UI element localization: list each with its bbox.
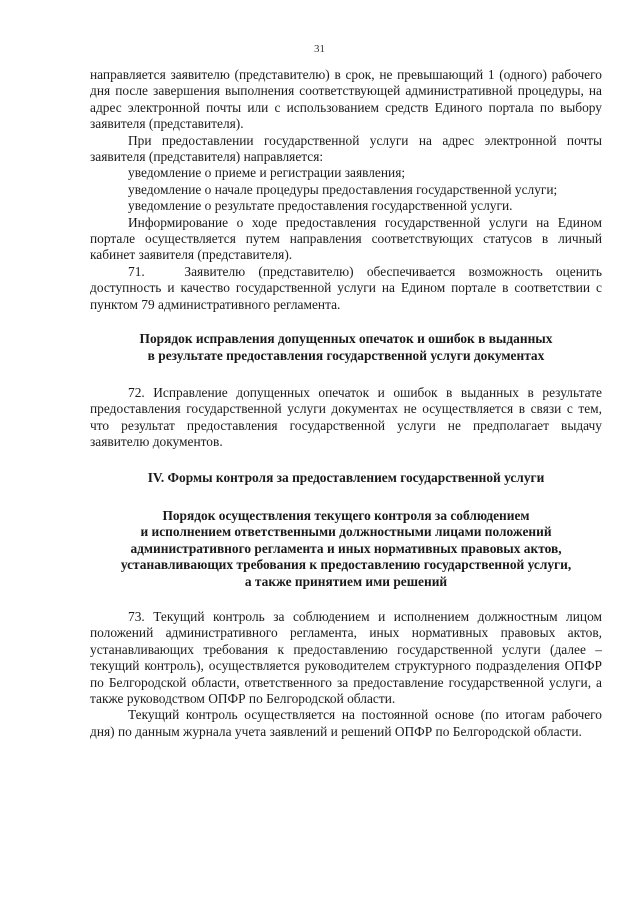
paragraph-71: 71. Заявителю (представителю) обеспечивается возможность оценить доступность и качество государственной услуги на Едином портале в соответствии с пунктом 79 административного регламента. — [90, 263, 602, 312]
paragraph-informing: Информирование о ходе предоставления государственной услуги на Едином портале осуществляется путем направления соответствующих статусов в личный кабинет заявителя (представителя). — [90, 214, 602, 263]
document-body — [90, 67, 602, 740]
list-item: уведомление о начале процедуры предоставления государственной услуги; — [128, 181, 558, 197]
list-item: уведомление о результате предоставления государственной услуги. — [128, 198, 513, 214]
paragraph-current-control: Текущий контроль осуществляется на постоянной основе (по итогам рабочего дня) по данным журнала учета заявлений и решений ОПФР по Белгородской области. — [90, 707, 602, 739]
heading-corrections-line-1: Порядок исправления допущенных опечаток и ошибок в выданных — [139, 331, 553, 347]
paragraph-continuation: направляется заявителю (представителю) в срок, не превышающий 1 (одного) рабочего дня после завершения выполнения соответствующей административной процедуры, на адрес электронной почты или с использованием средств Единого портала по выбору заявителя (представителя). — [90, 67, 602, 132]
paragraph-72: 72. Исправление допущенных опечаток и ошибок в выданных в результате предоставления государственной услуги документах не осуществляется в связи с тем, что результат предоставления государственной услуги не предполагает выдачу заявителю документов. — [90, 384, 602, 450]
page-number: 31 — [314, 43, 325, 55]
section-heading-iv: IV. Формы контроля за предоставлением государственной услуги — [147, 469, 545, 485]
paragraph-notification-intro: При предоставлении государственной услуги на адрес электронной почты заявителя (представителя) направляется: — [90, 132, 602, 165]
heading-control-line-3: административного регламента и иных нормативных правовых актов, — [130, 540, 562, 556]
heading-control-line-2: и исполнением ответственными должностными лицами положений — [140, 524, 552, 540]
paragraph-73: 73. Текущий контроль за соблюдением и исполнением должностным лицом положений административного регламента, иных нормативных правовых актов, устанавливающих требования к предоставлению государственной услуги (далее – текущий контроль), осуществляется руководителем структурного подразделения ОПФР по Белгородской области, ответственного за предоставление государственной услуги, а также руководством ОПФР по Белгородской области. — [90, 608, 602, 706]
heading-control-line-1: Порядок осуществления текущего контроля за соблюдением — [162, 507, 530, 523]
heading-control-line-5: а также принятием ими решений — [244, 573, 448, 589]
list-item: уведомление о приеме и регистрации заявления; — [128, 165, 406, 181]
heading-corrections-line-2: в результате предоставления государственной услуги документах — [147, 347, 545, 363]
heading-control-line-4: устанавливающих требования к предоставлению государственной услуги, — [120, 557, 572, 573]
